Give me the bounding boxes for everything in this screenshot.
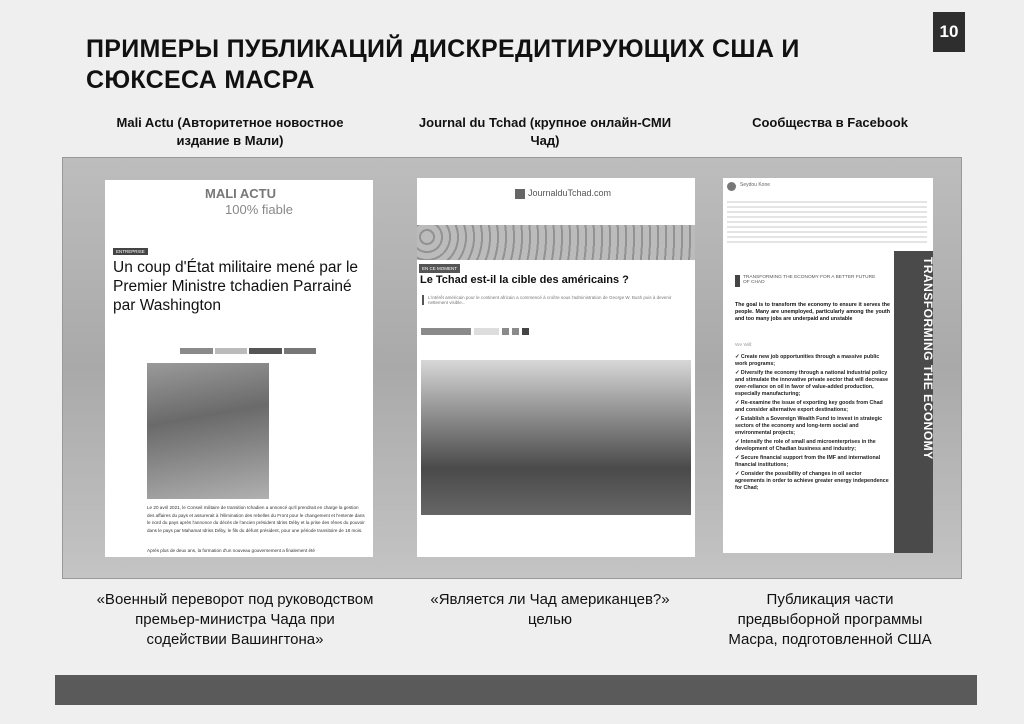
share-buttons[interactable] bbox=[180, 348, 316, 354]
post-text bbox=[727, 198, 927, 243]
slide-title: ПРИМЕРЫ ПУБЛИКАЦИЙ ДИСКРЕДИТИРУЮЩИХ США И СЮКСЕСА МАСРА bbox=[86, 35, 800, 94]
section-marker bbox=[735, 275, 740, 287]
article-lead: L'intérêt américain pour le continent africain a commencé à croître sous l'administration de George W. Bush puis à devenir nettement visible... bbox=[422, 295, 672, 305]
column-header-mali: Mali Actu (Авторитетное новостное издание в Мали) bbox=[116, 115, 344, 148]
program-list bbox=[735, 354, 890, 494]
category-badge: ENTREPRISE bbox=[113, 248, 148, 255]
article-headline: Un coup d'État militaire mené par le Premier Ministre tchadien Parrainé par Washington bbox=[113, 259, 359, 314]
journal-logo: JournalduTchad.com bbox=[515, 188, 611, 199]
logo-icon bbox=[515, 189, 525, 199]
column-header-journal: Journal du Tchad (крупное онлайн-СМИ Чад) bbox=[418, 115, 672, 148]
banner-text: TRANSFORMING THE ECONOMY bbox=[921, 257, 935, 460]
journal-du-tchad-screenshot bbox=[417, 178, 695, 557]
list-item: ✓ Diversify the economy through a national industrial policy and stimulate the innovative private sector that will decrease over-reliance on oil in favor of value-added production, especially manufacturing; bbox=[735, 370, 889, 397]
mali-actu-screenshot bbox=[105, 180, 373, 557]
article-headline: Le Tchad est-il la cible des américains ? bbox=[420, 274, 629, 286]
caption-journal: «Является ли Чад американцев?» целью bbox=[430, 591, 670, 628]
mali-tagline: 100% fiable bbox=[225, 202, 293, 217]
footer-bar bbox=[55, 675, 977, 705]
caption-mali: «Военный переворот под руководством премьер-министра Чада при содействии Вашингтона» bbox=[96, 591, 374, 648]
intro-text: The goal is to transform the economy to ensure it serves the people. Many are unemployed, particularly among the youth and too many jobs are underpaid and unstable bbox=[735, 302, 890, 322]
banner-sidebar bbox=[894, 251, 933, 553]
column-header-facebook: Сообщества в Facebook bbox=[752, 115, 908, 130]
avatar bbox=[727, 182, 736, 191]
mali-logo: MALI ACTU bbox=[205, 186, 277, 201]
article-body-2: Après plus de deux ans, la formation d'un nouveau gouvernement a finalement été bbox=[147, 548, 315, 553]
section-title: TRANSFORMING THE ECONOMY FOR A BETTER FUTURE OF CHAD bbox=[743, 275, 876, 285]
list-item: ✓ Establish a Sovereign Wealth Fund to invest in strategic sectors of the economy and long-term social and environmental projects; bbox=[735, 416, 883, 436]
list-item: ✓ Create new job opportunities through a massive public work programs; bbox=[735, 354, 880, 367]
article-body: Le 20 avril 2021, le Conseil militaire de transition tchadien a annoncé qu'il prendrait en charge la gestion des affaires du pays et assurerait à l'élimination des rebelles du Front pour le changement et l'entente dans le nord du pays après l'annonce du décès de l'ancien président Idriss Déby et la prise des rênes du pouvoir dans le pays par Mahamat Idriss Déby, le fils du défunt président, pour une période transitoire de 18 mois. bbox=[147, 505, 365, 533]
post-author[interactable]: Seydou Kone bbox=[740, 182, 771, 188]
page-number: 10 bbox=[933, 12, 965, 52]
list-item: ✓ Intensify the role of small and microenterprises in the development of Chadian business and industry; bbox=[735, 439, 876, 452]
banner-image bbox=[417, 225, 695, 260]
photo-caption bbox=[421, 520, 691, 527]
we-will-label: We Will: bbox=[735, 343, 753, 348]
list-item: ✓ Consider the possibility of changes in oil sector agreements in order to achieve greater energy independence for Chad; bbox=[735, 471, 889, 491]
caption-facebook: Публикация части предвыборной программы Масра, подготовленной США bbox=[728, 591, 932, 648]
facebook-post-screenshot bbox=[723, 178, 933, 553]
category-badge: EN CE MOMENT bbox=[419, 264, 460, 273]
list-item: ✓ Secure financial support from the IMF and international financial institutions; bbox=[735, 455, 881, 468]
article-photo bbox=[421, 360, 691, 515]
share-buttons[interactable] bbox=[421, 328, 551, 335]
article-photo bbox=[147, 363, 269, 499]
list-item: ✓ Re-examine the issue of exporting key goods from Chad and consider alternative export destinations; bbox=[735, 400, 883, 413]
